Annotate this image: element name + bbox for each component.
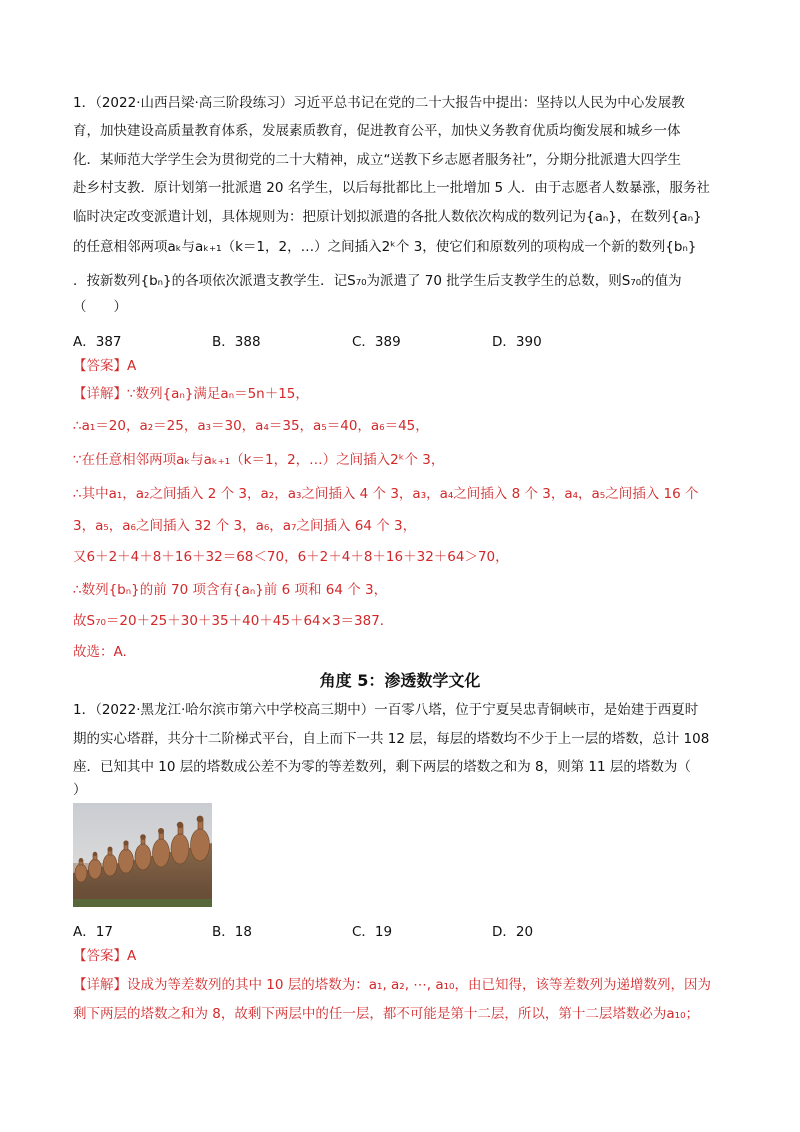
detail-line: ∴其中a₁，a₂之间插入 2 个 3，a₂，a₃之间插入 4 个 3，a₃，a₄之间插入 8 个 3，a₄，a₅之间插入 16 个 [73, 486, 699, 502]
detail-line: 【详解】设成为等差数列的其中 10 层的塔数为：a₁, a₂, ⋯, a₁₀，由已知得，该等差数列为递增数列，因为 [73, 977, 711, 993]
problem2-line: 1．（2022·黑龙江·哈尔滨市第六中学校高三期中）一百零八塔，位于宁夏吴忠青铜峡市，是始建于西夏时 [73, 702, 699, 718]
problem1-line: ．按新数列{bₙ}的各项依次派遣支教学生．记S₇₀为派遣了 70 批学生后支教学生的总数，则S₇₀的值为 [73, 273, 682, 289]
problem2-line: 座．已知其中 10 层的塔数成公差不为零的等差数列，剩下两层的塔数之和为 8，则第 11 层的塔数为（ [73, 759, 691, 775]
detail-line: ∴数列{bₙ}的前 70 项含有{aₙ}前 6 项和 64 个 3， [73, 582, 388, 598]
option-b: B．388 [212, 334, 261, 350]
option-d: D．20 [492, 924, 534, 940]
detail-line: 故选：A. [73, 644, 127, 660]
problem1-line: 临时决定改变派遣计划，具体规则为：把原计划拟派遣的各批人数依次构成的数列记为{aₙ}，在数列{aₙ} [73, 209, 702, 225]
problem1-line: 1．（2022·山西吕梁·高三阶段练习）习近平总书记在党的二十大报告中提出：坚持以人民为中心发展教 [73, 95, 685, 111]
option-a: A．387 [73, 334, 122, 350]
option-a: A．17 [73, 924, 113, 940]
option-c: C．389 [352, 334, 401, 350]
option-c: C．19 [352, 924, 393, 940]
problem2-line: ） [73, 782, 87, 798]
answer-label: 【答案】A [73, 948, 137, 964]
section-heading: 角度 5：渗透数学文化 [319, 671, 481, 690]
detail-line: 3，a₅，a₆之间插入 32 个 3，a₆，a₇之间插入 64 个 3， [73, 518, 417, 534]
detail-line: ∵在任意相邻两项aₖ与aₖ₊₁（k＝1，2，…）之间插入2ᵏ个 3， [73, 452, 445, 468]
problem1-line: 的任意相邻两项aₖ与aₖ₊₁（k＝1，2，…）之间插入2ᵏ个 3，使它们和原数列的项构成一个新的数列{bₙ} [73, 239, 697, 255]
detail-line: 【详解】∵数列{aₙ}满足aₙ＝5n＋15， [73, 386, 309, 402]
option-d: D．390 [492, 334, 542, 350]
option-b: B．18 [212, 924, 252, 940]
detail-line: 故S₇₀＝20＋25＋30＋35＋40＋45＋64×3＝387． [73, 613, 394, 629]
problem1-line: 化．某师范大学学生会为贯彻党的二十大精神，成立“送教下乡志愿者服务社”，分期分批派遣大四学生 [73, 152, 681, 168]
problem1-line: 育，加快建设高质量教育体系，发展素质教育，促进教育公平，加快义务教育优质均衡发展和城乡一体 [73, 123, 681, 139]
problem1-line: （ ） [73, 299, 127, 315]
pagoda-photo [73, 803, 212, 907]
answer-label: 【答案】A [73, 358, 137, 374]
detail-line: 又6＋2＋4＋8＋16＋32＝68＜70，6＋2＋4＋8＋16＋32＋64＞70， [73, 549, 509, 565]
detail-line: ∴a₁＝20，a₂＝25，a₃＝30，a₄＝35，a₅＝40，a₆＝45， [73, 418, 429, 434]
problem1-line: 赴乡村支教．原计划第一批派遣 20 名学生，以后每批都比上一批增加 5 人．由于志愿者人数暴涨，服务社 [73, 180, 710, 196]
detail-line: 剩下两层的塔数之和为 8，故剩下两层中的任一层，都不可能是第十二层，所以，第十二层塔数必为a₁₀； [73, 1006, 699, 1022]
problem2-line: 期的实心塔群，共分十二阶梯式平台，自上而下一共 12 层，每层的塔数均不少于上一层的塔数，总计 108 [73, 731, 710, 747]
